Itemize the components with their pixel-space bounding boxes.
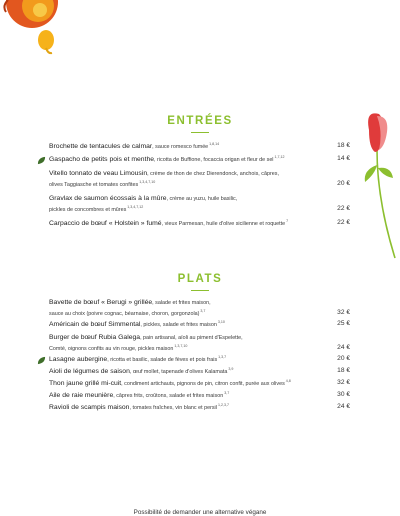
vegetarian-leaf-icon — [37, 156, 46, 165]
dish-description: , pickles, salade et frites maison — [140, 322, 217, 328]
entrees-title-rule — [191, 132, 209, 133]
dish-price: 30 € — [337, 391, 350, 398]
allergen-codes: 1,3,4,7,12 — [126, 204, 144, 209]
dish-description-line2: sauce au choix (poivre cognac, béarnaise, choron, gorgonzola) — [49, 310, 200, 317]
dish-name: Bavette de bœuf « Berugi » grillée — [49, 299, 153, 306]
dish-description-line2: pickles de concombres et mûres — [49, 206, 127, 213]
plats-title: PLATS — [177, 273, 223, 285]
dish-text — [49, 379, 327, 390]
dish-name: Lasagne aubergine — [49, 356, 108, 363]
allergen-codes: 7 — [285, 218, 289, 223]
dish-description: , pain artisanal, aïoli au piment d'Espelette, — [140, 335, 243, 341]
dish-text — [49, 333, 327, 354]
dish-text — [49, 155, 327, 166]
dish-text — [49, 391, 327, 402]
entrees-title: ENTRÉES — [167, 115, 233, 127]
allergen-codes: 3,9 — [227, 366, 234, 371]
dish-text — [49, 298, 327, 319]
dish-text — [49, 169, 327, 190]
plats-title-rule — [191, 290, 209, 291]
dish-price: 24 € — [337, 403, 350, 410]
allergen-codes: 3,7 — [223, 390, 230, 395]
dish-price: 24 € — [337, 344, 350, 351]
dish-description: , condiment artichauts, pignons de pin, citron confit, purée aux olives — [121, 381, 285, 387]
footer-note: Possibilité de demander une alternative végane — [133, 509, 267, 516]
fruit-decoration-icon — [0, 0, 70, 60]
dish-description-line2: Comté, oignons confits au vin rouge, pickles maison — [49, 345, 174, 352]
dish-text — [49, 142, 327, 153]
dish-price: 14 € — [337, 155, 350, 162]
dish-name: Gravlax de saumon écossais à la mûre — [49, 195, 167, 202]
dish-name: Ravioli de scampis maison — [49, 404, 130, 411]
allergen-codes: 3,10 — [216, 319, 225, 324]
dish-price: 18 € — [337, 142, 350, 149]
dish-price: 25 € — [337, 320, 350, 327]
dish-description-line2: olives Taggiasche et tomates confites — [49, 181, 139, 188]
allergen-codes: 4,8 — [284, 378, 291, 383]
dish-description: , vieux Parmesan, huile d'olive sicilienne et roquette — [161, 221, 286, 227]
allergen-codes: 1,7,12 — [273, 154, 285, 159]
dish-description: , ricotta de Buffione, focaccia origan et fleur de sel — [154, 157, 274, 163]
dish-text — [49, 367, 327, 378]
dish-description: , sauce romesco fumée — [152, 144, 209, 150]
dish-name: Américain de bœuf Simmental — [49, 321, 141, 328]
flower-decoration-icon — [355, 110, 400, 260]
dish-price: 18 € — [337, 367, 350, 374]
dish-description: , œuf mollet, tapenade d'olives Kalamata — [129, 369, 228, 375]
vegetarian-leaf-icon — [37, 356, 46, 365]
dish-price: 22 € — [337, 219, 350, 226]
dish-name: Gaspacho de petits pois et menthe — [49, 156, 155, 163]
dish-text — [49, 219, 327, 230]
dish-description: , crème de thon de chez Dierendonck, anchois, câpres, — [147, 171, 279, 177]
allergen-codes: 1,3,4,7,10 — [138, 179, 156, 184]
dish-text — [49, 194, 327, 215]
dish-name: Carpaccio de bœuf « Holstein » fumé — [49, 220, 162, 227]
dish-description: , salade et frites maison, — [152, 300, 211, 306]
dish-description: , crème au yuzu, huile basilic, — [166, 196, 238, 202]
dish-price: 22 € — [337, 205, 350, 212]
dish-price: 20 € — [337, 355, 350, 362]
dish-description: , câpres frits, croûtons, salade et frites maison — [113, 393, 224, 399]
dish-name: Thon jaune grillé mi-cuit — [49, 380, 122, 387]
dish-price: 32 € — [337, 309, 350, 316]
dish-description: , tomates fraîches, vin blanc et persil — [129, 405, 217, 411]
allergen-codes: 3,7 — [199, 308, 206, 313]
allergen-codes: 1,3,7 — [217, 354, 227, 359]
dish-name: Aile de raie meunière — [49, 392, 114, 399]
allergen-codes: 1,2,3,7 — [216, 402, 229, 407]
dish-price: 20 € — [337, 180, 350, 187]
dish-text — [49, 320, 327, 331]
dish-text — [49, 403, 327, 414]
allergen-codes: 1,3,7,10 — [173, 343, 188, 348]
dish-name: Burger de bœuf Rubia Galega — [49, 334, 141, 341]
dish-name: Aioli de légumes de saison — [49, 368, 130, 375]
dish-price: 32 € — [337, 379, 350, 386]
dish-text — [49, 355, 327, 366]
dish-name: Brochette de tentacules de calmar — [49, 143, 153, 150]
allergen-codes: 1,8,14 — [208, 141, 220, 146]
dish-description: , ricotta et basilic, salade de fèves et pois frais — [107, 357, 218, 363]
dish-name: Vitello tonnato de veau Limousin — [49, 170, 148, 177]
